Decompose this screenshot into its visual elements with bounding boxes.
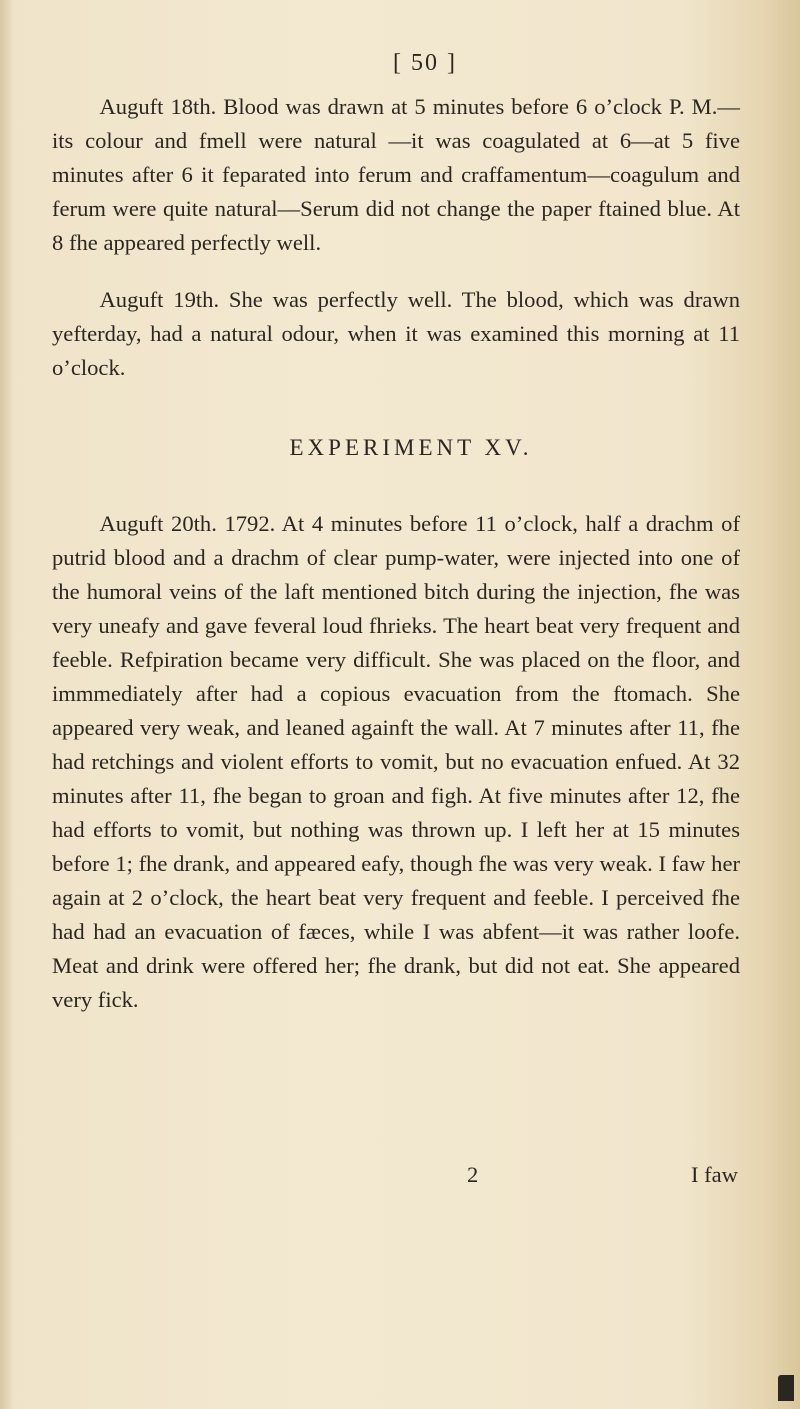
experiment-heading: EXPERIMENT XV.	[289, 435, 533, 460]
body-text	[52, 90, 740, 1017]
page-edge-shadow	[0, 0, 14, 1409]
page-corner-mark	[778, 1375, 794, 1401]
signature-mark: 2	[467, 1162, 479, 1187]
catchword: I faw	[690, 1162, 738, 1187]
paragraph-august-19: Auguft 19th. She was perfectly well. The blood, which was drawn yefterday, had a natural odour, when it was examined this morning at 11 o’clock.	[52, 287, 740, 380]
paragraph-august-20: Auguft 20th. 1792. At 4 minutes before 11 o’clock, half a drachm of putrid blood and a drachm of clear pump-water, were injected into one of the humoral veins of the laft mentioned bitch during the injection, fhe was very uneafy and gave feveral loud fhrieks. The heart beat very frequent and feeble. Refpiration became very difficult. She was placed on the floor, and immmediately after had a copious evacuation from the ftomach. She appeared very weak, and leaned againft the wall. At 7 minutes after 11, fhe had retchings and violent efforts to vomit, but no evacuation enfued. At 32 minutes after 11, fhe began to groan and figh. At five minutes after 12, fhe had efforts to vomit, but nothing was thrown up. I left her at 15 minutes before 1; fhe drank, and appeared eafy, though fhe was very weak. I faw her again at 2 o’clock, the heart beat very frequent and feeble. I perceived fhe had had an evacuation of fæces, while I was abfent—it was rather loofe. Meat and drink were offered her; fhe drank, but did not eat. She appeared very fick.	[52, 511, 740, 1012]
page-header: [ 50 ]	[393, 50, 457, 76]
paragraph-august-18: Auguft 18th. Blood was drawn at 5 minutes before 6 o’clock P. M.—its colour and fmell were natural —it was coagulated at 6—at 5 five minutes after 6 it feparated into ferum and craffamentum—coagulum and ferum were quite natural—Serum did not change the paper ftained blue. At 8 fhe appeared perfectly well.	[52, 94, 740, 255]
